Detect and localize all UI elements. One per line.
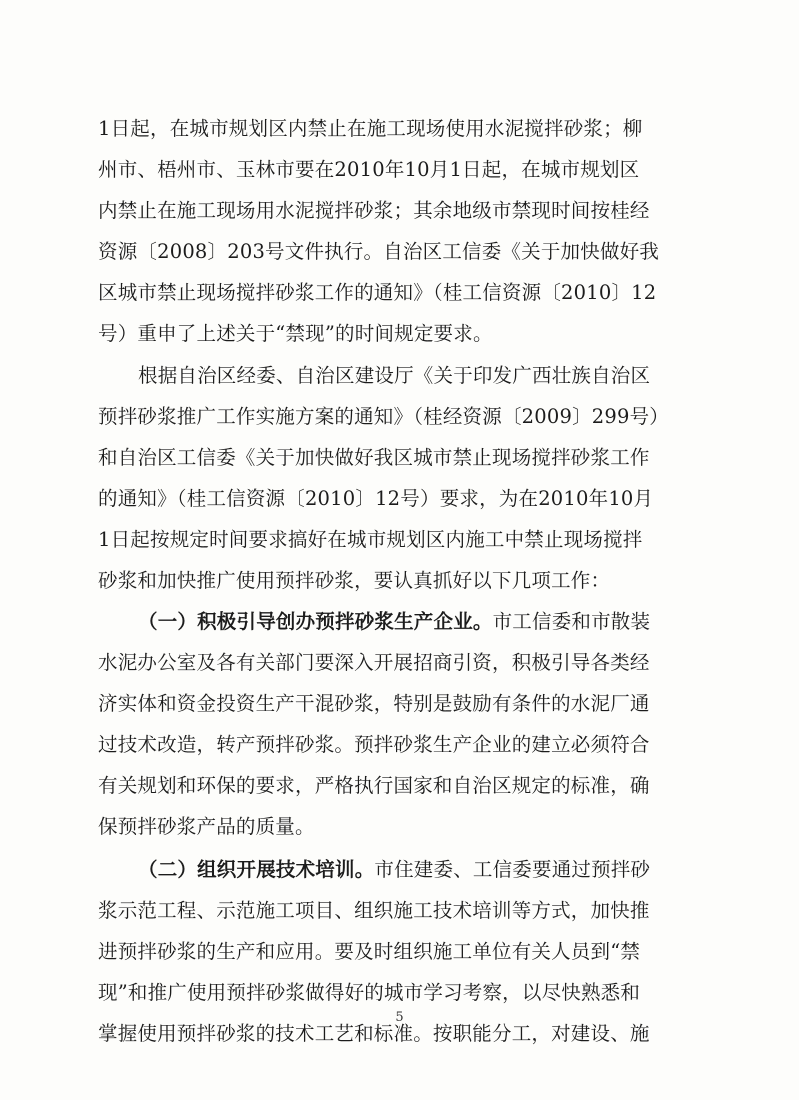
- text-line: 掌握使用预拌砂浆的技术工艺和标准。按职能分工，对建设、施: [98, 1022, 650, 1045]
- text-line: 州市、梧州市、玉林市要在2010年10月1日起，在城市规划区: [98, 158, 640, 181]
- text-line: 保预拌砂浆产品的质量。: [98, 815, 315, 838]
- text-line: 砂浆和加快推广使用预拌砂浆，要认真抓好以下几项工作：: [98, 569, 611, 592]
- text-line: 根据自治区经委、自治区建设厅《关于印发广西壮族自治区: [138, 364, 651, 387]
- text-line: 1日起按规定时间要求搞好在城市规划区内施工中禁止现场搅拌: [98, 528, 643, 551]
- text-line: 济实体和资金投资生产干混砂浆，特别是鼓励有条件的水泥厂通: [98, 692, 650, 715]
- text-line: 进预拌砂浆的生产和应用。要及时组织施工单位有关人员到“禁: [98, 940, 641, 963]
- section-heading-2: （二）组织开展技术培训。: [138, 858, 375, 881]
- text-line: 预拌砂浆推广工作实施方案的通知》（桂经资源〔2009〕299号）: [98, 405, 669, 428]
- text-line: 内禁止在施工现场用水泥搅拌砂浆；其余地级市禁现时间按桂经: [98, 199, 650, 222]
- section-heading-1: （一）积极引导创办预拌砂浆生产企业。: [138, 610, 493, 633]
- section-paragraph-1-first-line: [138, 608, 698, 636]
- section-paragraph-2-first-line: [138, 856, 698, 884]
- text-line: 有关规划和环保的要求，严格执行国家和自治区规定的标准，确: [98, 774, 650, 797]
- text-fragment: 市工信委和市散装: [492, 610, 651, 633]
- text-line: 过技术改造，转产预拌砂浆。预拌砂浆生产企业的建立必须符合: [98, 733, 650, 756]
- text-line: 浆示范工程、示范施工项目、组织施工技术培训等方式，加快推: [98, 899, 650, 922]
- text-line: 号）重申了上述关于“禁现”的时间规定要求。: [98, 322, 493, 345]
- text-line: 区城市禁止现场搅拌砂浆工作的通知》（桂工信资源〔2010〕12: [98, 281, 657, 304]
- text-line: 资源〔2008〕203号文件执行。自治区工信委《关于加快做好我: [98, 240, 660, 263]
- page-number: 5: [395, 1010, 404, 1025]
- text-line: 现”和推广使用预拌砂浆做得好的城市学习考察，以尽快熟悉和: [98, 981, 641, 1004]
- text-line: 水泥办公室及各有关部门要深入开展招商引资，积极引导各类经: [98, 651, 650, 674]
- text-line: 和自治区工信委《关于加快做好我区城市禁止现场搅拌砂浆工作: [98, 446, 650, 469]
- text-line: 1日起，在城市规划区内禁止在施工现场使用水泥搅拌砂浆；柳: [98, 117, 643, 140]
- text-line: 的通知》（桂工信资源〔2010〕12号）要求，为在2010年10月: [98, 487, 654, 510]
- text-fragment: 市住建委、工信委要通过预拌砂: [374, 858, 651, 881]
